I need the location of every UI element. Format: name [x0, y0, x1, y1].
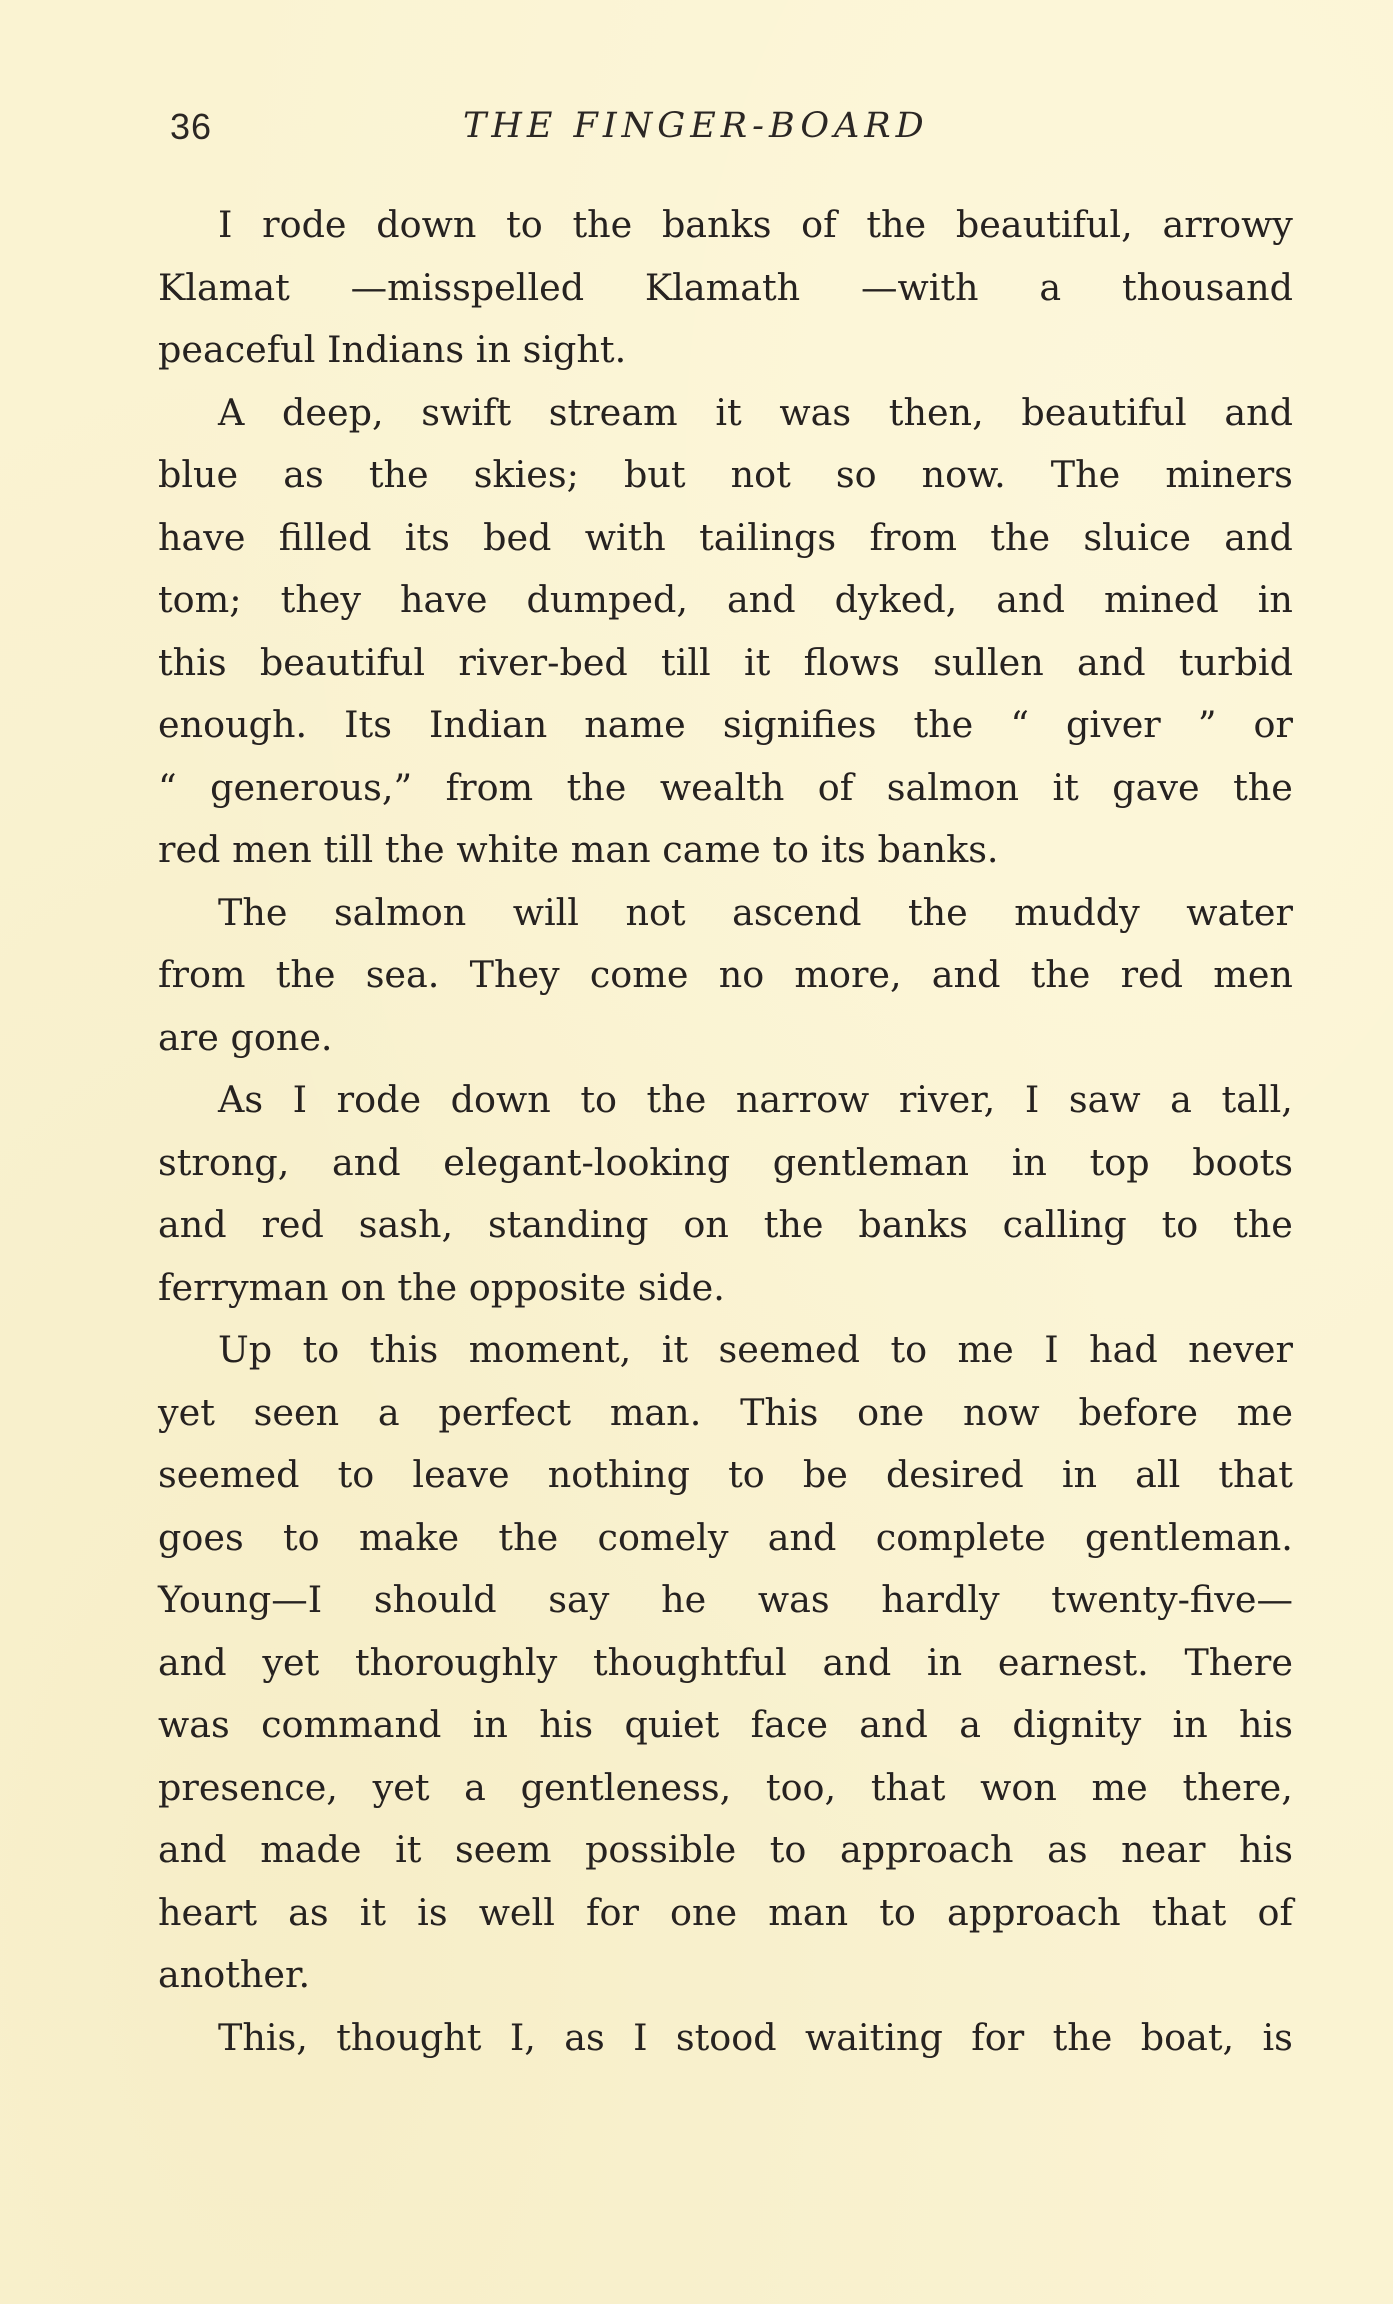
text-line: have filled its bed with tailings from the sluice and	[158, 515, 1293, 559]
text-line: Up to this moment, it seemed to me I had never	[218, 1328, 1293, 1371]
page-number: 36	[170, 106, 213, 147]
text-line: and yet thoroughly thoughtful and in earnest. There	[158, 1640, 1293, 1684]
text-line: I rode down to the banks of the beautiful, arrowy	[218, 203, 1293, 246]
text-line: strong, and elegant-looking gentleman in top boots	[158, 1140, 1293, 1184]
text-line: seemed to leave nothing to be desired in all that	[158, 1453, 1293, 1496]
text-line: enough. Its Indian name signifies the “ giver ” or	[158, 703, 1293, 746]
text-line: peaceful Indians in sight.	[158, 328, 627, 371]
text-line: yet seen a perfect man. This one now before me	[158, 1390, 1293, 1434]
text-line: A deep, swift stream it was then, beautiful and	[218, 390, 1293, 434]
text-line: Young—I should say he was hardly twenty-five—	[158, 1578, 1293, 1621]
text-line: another.	[158, 1953, 311, 1996]
text-line: The salmon will not ascend the muddy water	[218, 890, 1293, 934]
text-line: blue as the skies; but not so now. The miners	[158, 453, 1293, 496]
text-line: This, thought I, as I stood waiting for the boat, is	[218, 2015, 1293, 2059]
text-line: was command in his quiet face and a dignity in his	[158, 1703, 1293, 1746]
text-line: “ generous,” from the wealth of salmon it gave the	[158, 765, 1293, 809]
text-line: red men till the white man came to its banks.	[158, 828, 999, 871]
text-line: are gone.	[158, 1015, 333, 1059]
text-line: and made it seem possible to approach as near his	[158, 1828, 1293, 1871]
text-line: heart as it is well for one man to approach that of	[158, 1890, 1293, 1934]
text-line: Klamat —misspelled Klamath —with a thousand	[158, 265, 1293, 309]
running-header	[158, 92, 1293, 162]
body-text	[158, 194, 1293, 2069]
text-line: and red sash, standing on the banks calling to the	[158, 1203, 1293, 1246]
text-line: tom; they have dumped, and dyked, and mined in	[158, 578, 1293, 621]
text-line: As I rode down to the narrow river, I saw a tall,	[218, 1078, 1293, 1121]
page-content	[158, 92, 1293, 2069]
text-line: presence, yet a gentleness, too, that won me there,	[158, 1765, 1293, 1809]
running-title: THE FINGER-BOARD	[463, 106, 929, 146]
text-line: goes to make the comely and complete gentleman.	[158, 1515, 1293, 1559]
text-line: from the sea. They come no more, and the red men	[158, 953, 1293, 996]
text-line: ferryman on the opposite side.	[158, 1265, 725, 1309]
text-line: this beautiful river-bed till it flows sullen and turbid	[158, 640, 1293, 684]
